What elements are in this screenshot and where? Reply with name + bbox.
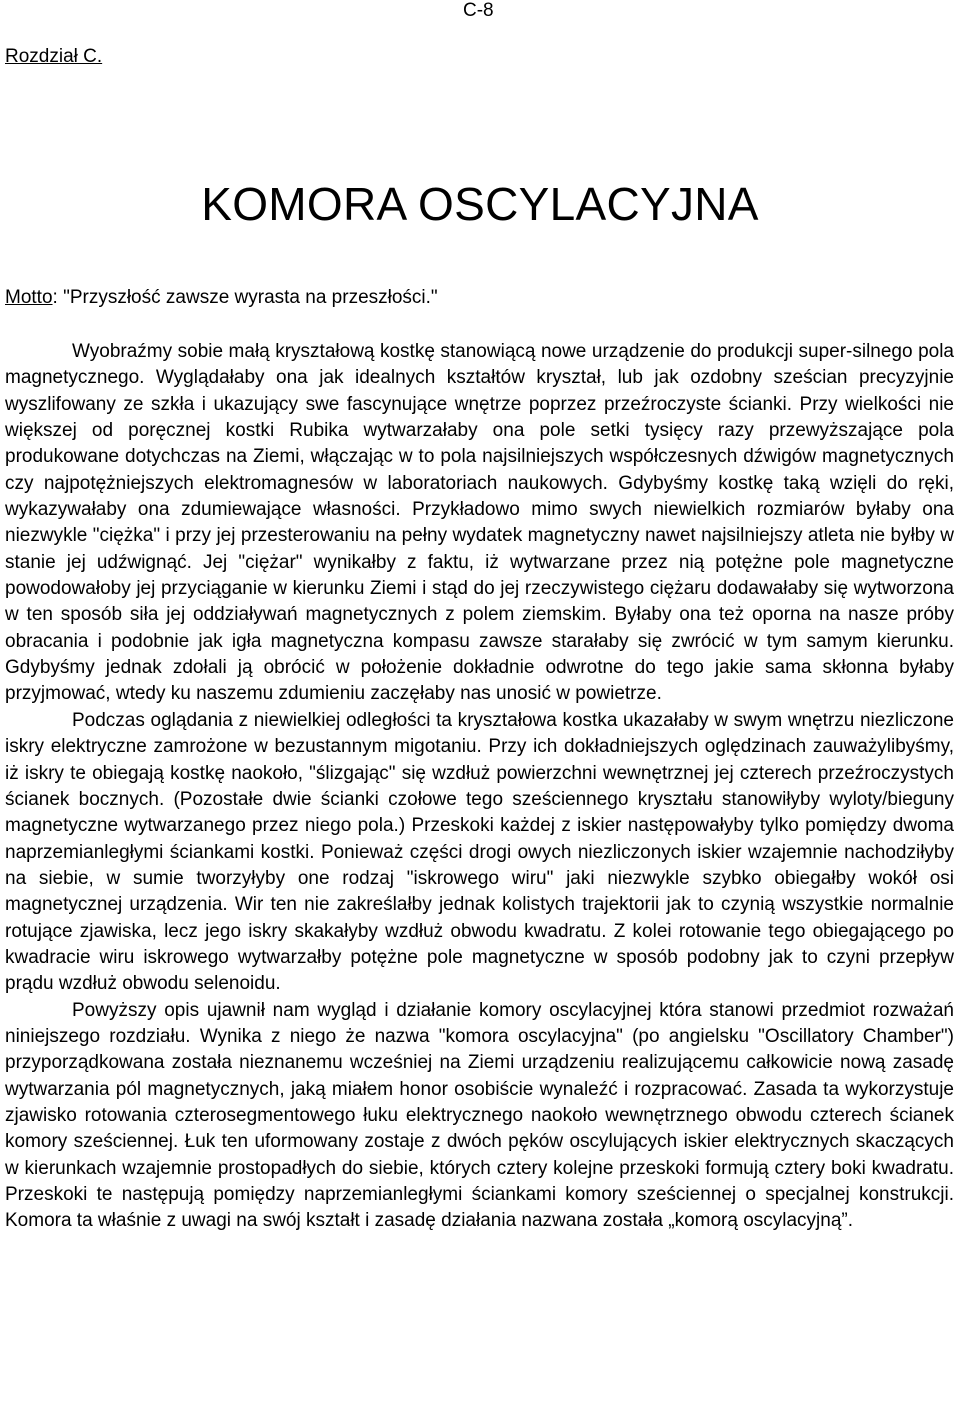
paragraph: Powyższy opis ujawnił nam wygląd i działanie komory oscylacyjnej która stanowi przedmiot rozważań niniejszego rozdziału. Wynika z niego że nazwa "komora oscylacyjna" (po angielsku "Oscillatory Chamber") przyporządkowana została nieznanemu wcześniej na Ziemi urządzeniu realizującemu całkowicie nową zasadę wytwarzania pól magnetycznych, jaką miałem honor osobiście wynaleźć i rozpracować. Zasada ta wykorzystuje zjawisko rotowania czterosegmentowego łuku elektrycznego naokoło wewnętrznego obwodu czterech ścianek komory sześciennej. Łuk ten uformowany zostaje z dwóch pęków oscylujących iskier elektrycznych skaczących w kierunkach wzajemnie prostopadłych do siebie, których cztery kolejne przeskoki formują cztery boki kwadratu. Przeskoki te następują pomiędzy naprzemianległymi ściankami komory sześciennej o specjalnej konstrukcji. Komora ta właśnie z uwagi na swój kształt i zasadę działania nazwana została „komorą oscylacyjną”. (5, 999, 954, 1232)
motto-label: Motto (5, 287, 53, 308)
paragraph: Wyobraźmy sobie małą kryształową kostkę stanowiącą nowe urządzenie do produkcji super-silnego pola magnetycznego. Wyglądałaby ona jak idealnych kształtów kryształ, lub jak ozdobny sześcian precyzyjnie wyszlifowany ze szkła i ukazujący swe fascynujące wnętrze poprzez przeźroczyste ścianki. Przy wielkości nie większej od poręcznej kostki Rubika wytwarzałaby ona pole setki tysięcy razy przewyższające pola produkowane dotychczas na Ziemi, włączając w to pola najsilniejszych współczesnych dźwigów magnetycznych czy najpotężniejszych elektromagnesów w laboratoriach naukowych. Gdybyśmy kostkę taką wzięli do ręki, wykazywałaby ona zdumiewające własności. Przykładowo mimo swych niewielkich rozmiarów byłaby ona niezwykle "ciężka" i przy jej przesterowaniu na pełny wydatek magnetyczny nawet najsilniejszy atleta nie byłby w stanie jej udźwignąć. Jej "ciężar" wynikałby z faktu, iż wytwarzane przez nią potężne pole magnetyczne powodowałoby jej przyciąganie w kierunku Ziemi i stąd do jej rzeczywistego ciężaru dodawałaby się wytworzona w ten sposób siła jej oddziaływań magnetycznych z polem ziemskim. Byłaby ona też oporna na nasze próby obracania i podobnie jak igła magnetyczna kompasu zawsze starałaby się zwrócić w tym samym kierunku. Gdybyśmy jednak zdołali ją obrócić w położenie dokładnie odwrotne do tego jakie sama skłonna byłaby przyjmować, wtedy ku naszemu zdumieniu zaczęłaby nas unosić w powietrze. (5, 341, 954, 705)
paragraph: Podczas oglądania z niewielkiej odległości ta kryształowa kostka ukazałaby w swym wnętrzu niezliczone iskry elektryczne zamrożone w bezustannym migotaniu. Przy ich dokładniejszych oględzinach zauważylibyśmy, iż iskry te obiegają kostkę naokoło, "ślizgając" się wzdłuż powierzchni wewnętrznej jej czterech przeźroczystych ścianek bocznych. (Pozostałe dwie ścianki czołowe tego sześciennego kryształu stanowiłyby wyloty/bieguny magnetyczne wytwarzanego przez niego pola.) Przeskoki każdej z iskier następowałyby tylko pomiędzy dwoma naprzemianległymi ściankami kostki. Ponieważ części drogi owych niezliczonych iskier wzajemnie nachodziłyby na siebie, w sumie tworzyłyby one rodzaj "iskrowego wiru" jaki niezwykle szybko obiegałby wokół osi magnetycznej urządzenia. Wir ten nie zakreślałby jednak kolistych trajektorii jak to czynią wszystkie normalnie rotujące zjawiska, lecz jego iskry skakałyby wzdłuż obwodu kwadratu. Z kolei rotowanie tego obiegającego po kwadracie wiru iskrowego wytwarzałby potężne pole magnetyczne w sposób podobny jak to czyni przepływ prądu wzdłuż obwodu selenoidu. (5, 709, 954, 995)
motto-text: : "Przyszłość zawsze wyrasta na przeszłości." (52, 287, 438, 308)
page-title: KOMORA OSCYLACYJNA (201, 178, 759, 230)
chapter-label: Rozdział C. (5, 46, 103, 67)
body-text (5, 339, 954, 1235)
motto (5, 286, 438, 310)
page-number: C-8 (463, 0, 494, 21)
